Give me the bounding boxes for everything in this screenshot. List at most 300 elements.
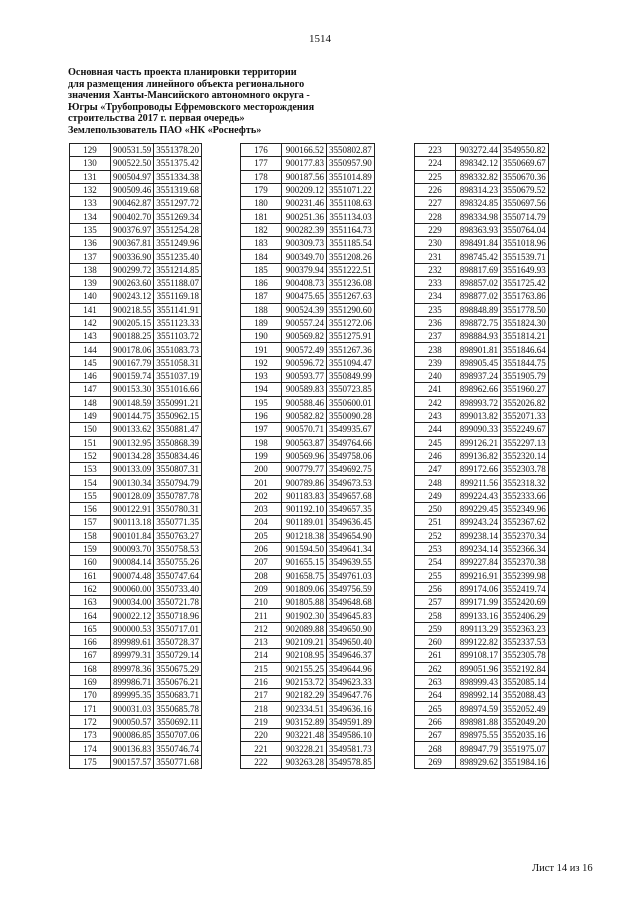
point-number: 212 [241, 622, 282, 635]
point-number: 150 [70, 423, 111, 436]
table-row [415, 383, 549, 396]
coord-x: 903152.89 [282, 715, 327, 728]
point-number: 200 [241, 463, 282, 476]
coord-x: 900524.39 [282, 303, 327, 316]
coord-x: 900153.30 [111, 383, 154, 396]
coord-y: 3549654.90 [327, 529, 375, 542]
coord-x: 902334.51 [282, 702, 327, 715]
table-row [415, 423, 549, 436]
coord-x: 900031.03 [111, 702, 154, 715]
point-number: 213 [241, 635, 282, 648]
coord-y: 3551208.26 [327, 250, 375, 263]
point-number: 169 [70, 675, 111, 688]
table-row [415, 197, 549, 210]
coord-y: 3550771.68 [154, 755, 202, 768]
point-number: 262 [415, 662, 456, 675]
point-number: 147 [70, 383, 111, 396]
table-row [415, 303, 549, 316]
point-number: 132 [70, 183, 111, 196]
point-number: 142 [70, 316, 111, 329]
coord-x: 900509.46 [111, 183, 154, 196]
table-row [241, 596, 375, 609]
table-row [70, 675, 202, 688]
header-line: для размещения линейного объекта регионального [68, 78, 305, 90]
point-number: 250 [415, 503, 456, 516]
coord-y: 3549578.85 [327, 755, 375, 768]
coord-x: 900570.71 [282, 423, 327, 436]
coord-x: 900133.09 [111, 463, 154, 476]
table-row [241, 383, 375, 396]
table-row [415, 529, 549, 542]
coord-y: 3551249.96 [154, 237, 202, 250]
table-row [415, 250, 549, 263]
table-row [415, 755, 549, 768]
coord-y: 3551846.64 [501, 343, 549, 356]
coord-x: 900376.97 [111, 223, 154, 236]
coord-y: 3551037.19 [154, 370, 202, 383]
coord-x: 900177.83 [282, 157, 327, 170]
coord-y: 3552406.29 [501, 609, 549, 622]
coord-y: 3549758.06 [327, 449, 375, 462]
coord-x: 899243.24 [456, 516, 501, 529]
coord-x: 900188.25 [111, 330, 154, 343]
point-number: 248 [415, 476, 456, 489]
coord-y: 3551185.54 [327, 237, 375, 250]
point-number: 154 [70, 476, 111, 489]
point-number: 156 [70, 503, 111, 516]
coord-y: 3552337.53 [501, 635, 549, 648]
coord-x: 900263.60 [111, 276, 154, 289]
coord-y: 3550957.90 [327, 157, 375, 170]
coord-x: 898993.72 [456, 396, 501, 409]
point-number: 260 [415, 635, 456, 648]
point-number: 206 [241, 542, 282, 555]
coord-y: 3550600.01 [327, 396, 375, 409]
coord-y: 3551725.42 [501, 276, 549, 289]
coord-y: 3550794.79 [154, 476, 202, 489]
coord-x: 900504.97 [111, 170, 154, 183]
coordinates-table-2 [240, 143, 375, 769]
coord-x: 900349.70 [282, 250, 327, 263]
coord-x: 901805.88 [282, 596, 327, 609]
coord-y: 3549641.34 [327, 542, 375, 555]
coord-y: 3550717.01 [154, 622, 202, 635]
coord-x: 903263.28 [282, 755, 327, 768]
table-row [70, 170, 202, 183]
table-row [241, 609, 375, 622]
document-header [68, 67, 348, 137]
coord-x: 899090.33 [456, 423, 501, 436]
table-row [241, 675, 375, 688]
coord-y: 3551824.30 [501, 316, 549, 329]
point-number: 190 [241, 330, 282, 343]
table-row [241, 223, 375, 236]
coord-y: 3549586.10 [327, 729, 375, 742]
coord-y: 3552367.62 [501, 516, 549, 529]
coord-x: 900588.46 [282, 396, 327, 409]
table-row [241, 489, 375, 502]
coord-y: 3549646.37 [327, 649, 375, 662]
coord-y: 3550723.85 [327, 383, 375, 396]
point-number: 255 [415, 569, 456, 582]
coord-y: 3551378.20 [154, 144, 202, 157]
table-row [70, 223, 202, 236]
coord-x: 900367.81 [111, 237, 154, 250]
table-row [415, 263, 549, 276]
coord-y: 3551141.91 [154, 303, 202, 316]
point-number: 134 [70, 210, 111, 223]
point-number: 131 [70, 170, 111, 183]
table-row [241, 542, 375, 555]
point-number: 185 [241, 263, 282, 276]
table-row [241, 396, 375, 409]
table-row [415, 330, 549, 343]
point-number: 233 [415, 276, 456, 289]
table-row [70, 516, 202, 529]
coord-y: 3551235.40 [154, 250, 202, 263]
coord-y: 3550692.11 [154, 715, 202, 728]
coord-y: 3550670.36 [501, 170, 549, 183]
coord-y: 3551169.18 [154, 290, 202, 303]
coord-x: 899229.45 [456, 503, 501, 516]
table-row [241, 649, 375, 662]
header-line: Основная часть проекта планировки территории [68, 67, 297, 78]
point-number: 157 [70, 516, 111, 529]
coord-x: 898981.88 [456, 715, 501, 728]
coord-x: 900218.55 [111, 303, 154, 316]
point-number: 236 [415, 316, 456, 329]
coord-y: 3552305.78 [501, 649, 549, 662]
coord-y: 3551275.91 [327, 330, 375, 343]
coord-y: 3549657.35 [327, 503, 375, 516]
header-line: Югры «Трубопроводы Ефремовского месторождения [68, 101, 315, 113]
table-row [241, 276, 375, 289]
coord-x: 900336.90 [111, 250, 154, 263]
coord-y: 3549639.55 [327, 556, 375, 569]
table-row [415, 463, 549, 476]
point-number: 188 [241, 303, 282, 316]
coord-y: 3550721.78 [154, 596, 202, 609]
point-number: 253 [415, 542, 456, 555]
table-row [415, 635, 549, 648]
point-number: 219 [241, 715, 282, 728]
point-number: 226 [415, 183, 456, 196]
point-number: 177 [241, 157, 282, 170]
point-number: 265 [415, 702, 456, 715]
coord-y: 3552419.74 [501, 582, 549, 595]
point-number: 189 [241, 316, 282, 329]
coord-x: 898314.23 [456, 183, 501, 196]
coord-x: 898363.93 [456, 223, 501, 236]
point-number: 230 [415, 237, 456, 250]
coord-y: 3551134.03 [327, 210, 375, 223]
coord-y: 3551649.93 [501, 263, 549, 276]
point-number: 170 [70, 689, 111, 702]
point-number: 232 [415, 263, 456, 276]
table-row [415, 689, 549, 702]
coord-x: 898848.89 [456, 303, 501, 316]
coord-y: 3550962.15 [154, 409, 202, 422]
coord-y: 3549636.16 [327, 702, 375, 715]
coord-y: 3552303.78 [501, 463, 549, 476]
table-row [241, 635, 375, 648]
point-number: 149 [70, 409, 111, 422]
point-number: 238 [415, 343, 456, 356]
point-number: 247 [415, 463, 456, 476]
point-number: 208 [241, 569, 282, 582]
coord-x: 899174.06 [456, 582, 501, 595]
table-row [241, 755, 375, 768]
point-number: 197 [241, 423, 282, 436]
coord-y: 3549648.68 [327, 596, 375, 609]
coord-y: 3550881.47 [154, 423, 202, 436]
coord-x: 898872.75 [456, 316, 501, 329]
point-number: 183 [241, 237, 282, 250]
coord-y: 3552085.14 [501, 675, 549, 688]
coord-x: 900402.70 [111, 210, 154, 223]
table-row [241, 263, 375, 276]
coord-x: 898937.24 [456, 370, 501, 383]
table-row [415, 170, 549, 183]
coord-y: 3551254.28 [154, 223, 202, 236]
coord-y: 3550679.52 [501, 183, 549, 196]
coord-y: 3551014.89 [327, 170, 375, 183]
coord-y: 3552420.69 [501, 596, 549, 609]
coord-y: 3549764.66 [327, 436, 375, 449]
table-row [415, 223, 549, 236]
coord-y: 3549644.96 [327, 662, 375, 675]
table-row [415, 729, 549, 742]
table-row [241, 742, 375, 755]
point-number: 193 [241, 370, 282, 383]
coord-x: 900531.59 [111, 144, 154, 157]
table-row [415, 276, 549, 289]
coord-x: 900074.48 [111, 569, 154, 582]
table-row [70, 729, 202, 742]
table-row [70, 609, 202, 622]
table-row [70, 197, 202, 210]
coord-x: 898974.59 [456, 702, 501, 715]
table-row [241, 463, 375, 476]
coord-x: 900569.82 [282, 330, 327, 343]
coord-x: 900034.00 [111, 596, 154, 609]
table-row [241, 516, 375, 529]
coord-x: 900086.85 [111, 729, 154, 742]
coord-x: 900022.12 [111, 609, 154, 622]
coord-y: 3549550.82 [501, 144, 549, 157]
point-number: 179 [241, 183, 282, 196]
coord-x: 898999.43 [456, 675, 501, 688]
point-number: 222 [241, 755, 282, 768]
table-row [241, 662, 375, 675]
table-row [70, 237, 202, 250]
coord-y: 3551984.16 [501, 755, 549, 768]
coord-y: 3551539.71 [501, 250, 549, 263]
point-number: 261 [415, 649, 456, 662]
coord-y: 3552370.38 [501, 556, 549, 569]
table-row [70, 569, 202, 582]
table-row [241, 183, 375, 196]
point-number: 187 [241, 290, 282, 303]
coord-y: 3551290.60 [327, 303, 375, 316]
table-row [70, 582, 202, 595]
coord-y: 3550669.67 [501, 157, 549, 170]
coord-x: 898884.93 [456, 330, 501, 343]
table-row [70, 144, 202, 157]
coord-x: 900779.77 [282, 463, 327, 476]
table-row [70, 489, 202, 502]
point-number: 146 [70, 370, 111, 383]
table-row [70, 436, 202, 449]
point-number: 209 [241, 582, 282, 595]
coord-x: 899172.66 [456, 463, 501, 476]
coord-x: 900572.49 [282, 343, 327, 356]
coord-y: 3552071.33 [501, 409, 549, 422]
coord-x: 902182.29 [282, 689, 327, 702]
point-number: 194 [241, 383, 282, 396]
point-number: 175 [70, 755, 111, 768]
coord-x: 899133.16 [456, 609, 501, 622]
coord-x: 900282.39 [282, 223, 327, 236]
table-row [415, 569, 549, 582]
point-number: 173 [70, 729, 111, 742]
coord-y: 3551083.73 [154, 343, 202, 356]
point-number: 195 [241, 396, 282, 409]
point-number: 136 [70, 237, 111, 250]
coord-y: 3550834.46 [154, 449, 202, 462]
point-number: 172 [70, 715, 111, 728]
point-number: 151 [70, 436, 111, 449]
point-number: 181 [241, 210, 282, 223]
point-number: 198 [241, 436, 282, 449]
coord-x: 903221.48 [282, 729, 327, 742]
coord-x: 899051.96 [456, 662, 501, 675]
coord-x: 900462.87 [111, 197, 154, 210]
point-number: 174 [70, 742, 111, 755]
point-number: 144 [70, 343, 111, 356]
point-number: 203 [241, 503, 282, 516]
coord-x: 899238.14 [456, 529, 501, 542]
point-number: 191 [241, 343, 282, 356]
coord-x: 900522.50 [111, 157, 154, 170]
coord-y: 3550714.79 [501, 210, 549, 223]
coord-y: 3551103.72 [154, 330, 202, 343]
table-row [415, 582, 549, 595]
point-number: 257 [415, 596, 456, 609]
point-number: 263 [415, 675, 456, 688]
table-row [70, 542, 202, 555]
point-number: 254 [415, 556, 456, 569]
table-row [415, 702, 549, 715]
point-number: 180 [241, 197, 282, 210]
point-number: 259 [415, 622, 456, 635]
coord-x: 899979.31 [111, 649, 154, 662]
coord-y: 3551319.68 [154, 183, 202, 196]
coord-x: 900148.59 [111, 396, 154, 409]
coord-y: 3550758.53 [154, 542, 202, 555]
table-row [241, 582, 375, 595]
table-row [70, 463, 202, 476]
coord-x: 900589.83 [282, 383, 327, 396]
coord-x: 900593.77 [282, 370, 327, 383]
table-row [70, 396, 202, 409]
coord-x: 898332.82 [456, 170, 501, 183]
table-row [70, 303, 202, 316]
table-row [241, 290, 375, 303]
point-number: 155 [70, 489, 111, 502]
coord-y: 3550707.06 [154, 729, 202, 742]
coord-x: 898975.55 [456, 729, 501, 742]
coord-y: 3550697.56 [501, 197, 549, 210]
point-number: 186 [241, 276, 282, 289]
point-number: 152 [70, 449, 111, 462]
table-row [241, 303, 375, 316]
table-row [70, 649, 202, 662]
point-number: 207 [241, 556, 282, 569]
coord-x: 899108.17 [456, 649, 501, 662]
table-row [241, 569, 375, 582]
coord-x: 899224.43 [456, 489, 501, 502]
table-row [70, 622, 202, 635]
coord-x: 900178.06 [111, 343, 154, 356]
coord-y: 3550780.31 [154, 503, 202, 516]
point-number: 267 [415, 729, 456, 742]
coord-y: 3550685.78 [154, 702, 202, 715]
coord-y: 3552349.96 [501, 503, 549, 516]
point-number: 215 [241, 662, 282, 675]
coord-y: 3551058.31 [154, 356, 202, 369]
coord-y: 3549673.53 [327, 476, 375, 489]
coord-y: 3552088.43 [501, 689, 549, 702]
table-row [70, 290, 202, 303]
coord-x: 898992.14 [456, 689, 501, 702]
coord-x: 899122.82 [456, 635, 501, 648]
table-row [70, 423, 202, 436]
point-number: 141 [70, 303, 111, 316]
table-row [415, 316, 549, 329]
coord-x: 898491.84 [456, 237, 501, 250]
coord-x: 900563.87 [282, 436, 327, 449]
coord-y: 3550764.04 [501, 223, 549, 236]
coord-x: 900136.83 [111, 742, 154, 755]
point-number: 159 [70, 542, 111, 555]
point-number: 168 [70, 662, 111, 675]
coord-y: 3550728.37 [154, 635, 202, 648]
coord-y: 3551960.27 [501, 383, 549, 396]
table-row [70, 702, 202, 715]
table-row [415, 370, 549, 383]
point-number: 229 [415, 223, 456, 236]
coord-y: 3549650.90 [327, 622, 375, 635]
table-row [415, 210, 549, 223]
coord-x: 899227.84 [456, 556, 501, 569]
table-row [415, 396, 549, 409]
coord-x: 898324.85 [456, 197, 501, 210]
coord-y: 3550868.39 [154, 436, 202, 449]
coord-x: 900134.28 [111, 449, 154, 462]
table-row [241, 343, 375, 356]
coord-x: 900789.86 [282, 476, 327, 489]
table-row [70, 529, 202, 542]
coord-x: 901809.06 [282, 582, 327, 595]
coord-y: 3551763.86 [501, 290, 549, 303]
table-row [241, 449, 375, 462]
coord-x: 902155.25 [282, 662, 327, 675]
coord-x: 900231.46 [282, 197, 327, 210]
coord-y: 3550676.21 [154, 675, 202, 688]
point-number: 196 [241, 409, 282, 422]
coord-y: 3551267.63 [327, 290, 375, 303]
